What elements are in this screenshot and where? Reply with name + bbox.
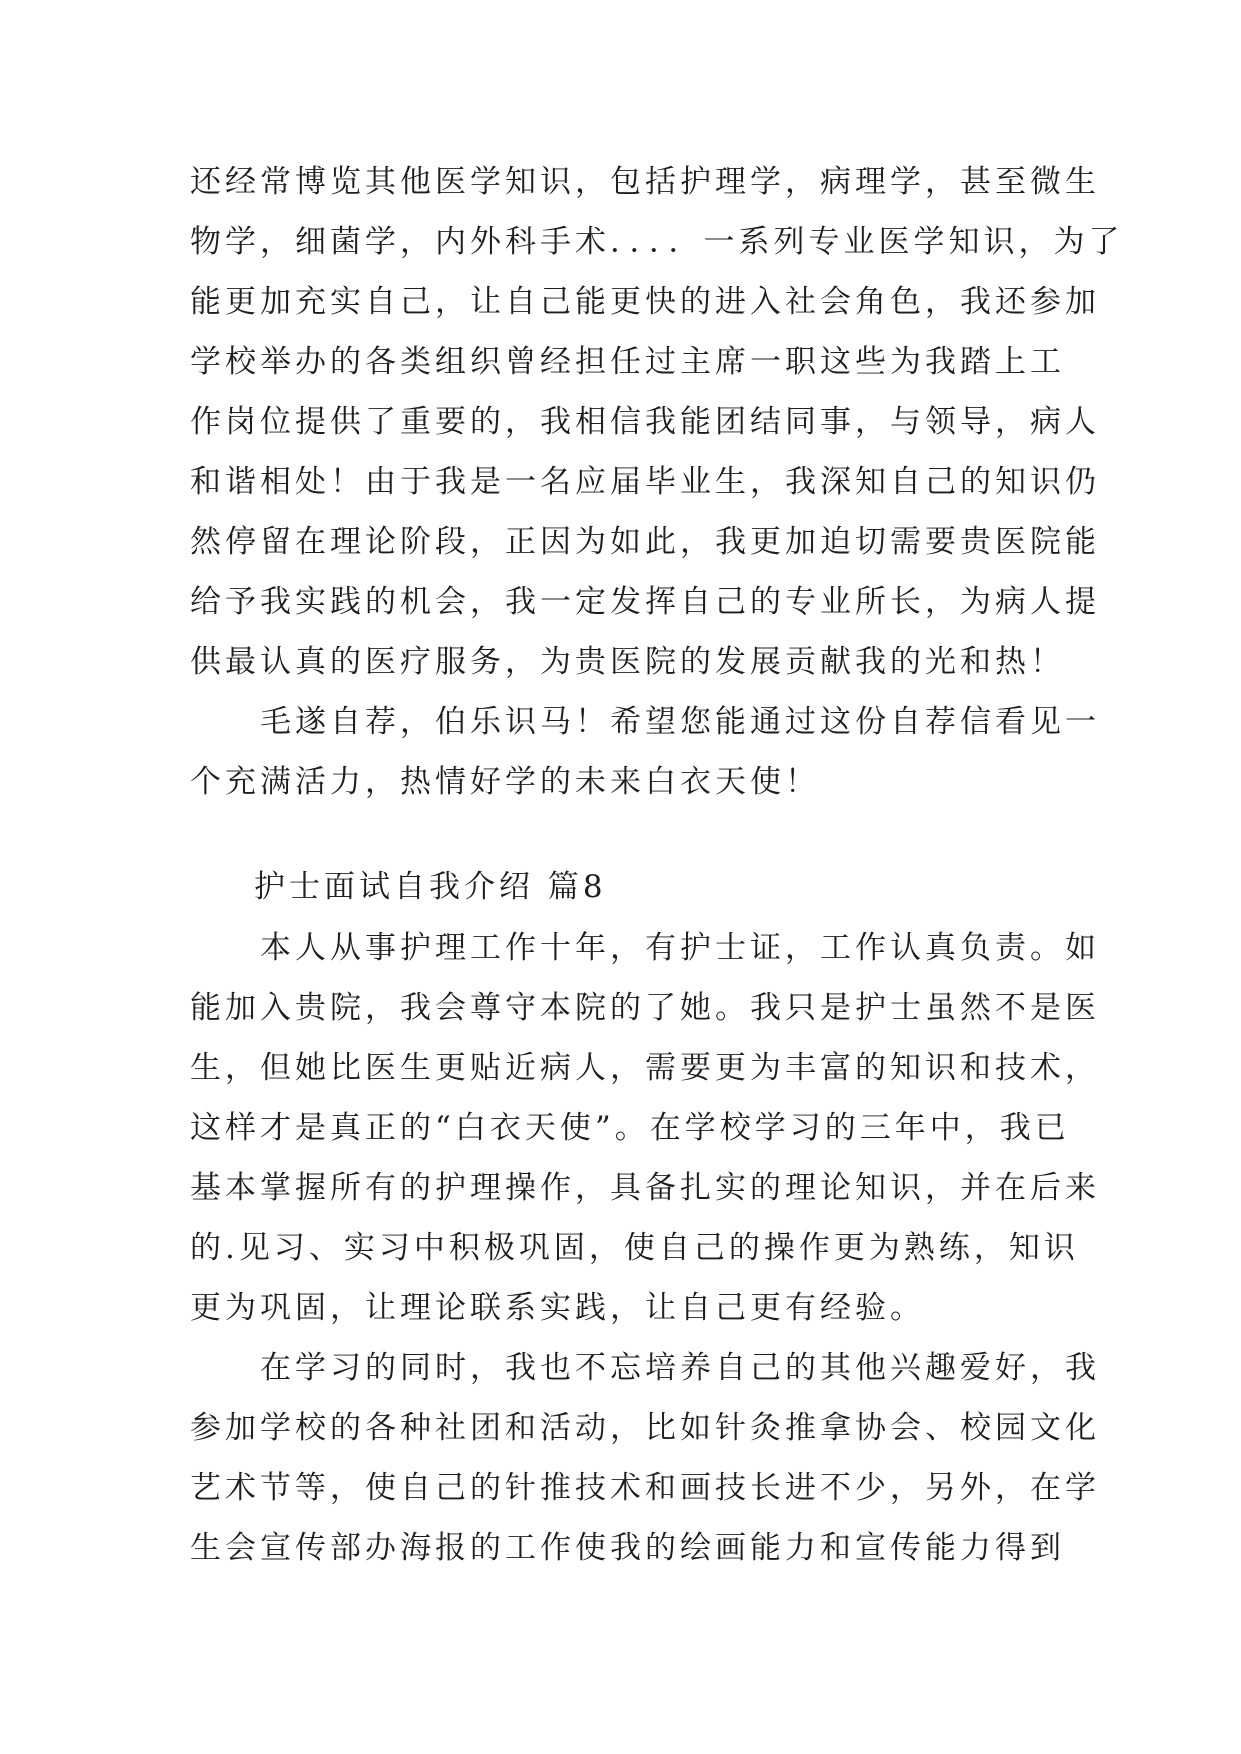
text-line: 本人从事护理工作十年，有护士证，工作认真负责。如 [190,930,1100,966]
text-line: 更为巩固，让理论联系实践，让自己更有经验。 [190,1290,925,1326]
text-line: 和谐相处！由于我是一名应届毕业生，我深知自己的知识仍 [190,464,1100,500]
text-line: 生，但她比医生更贴近病人，需要更为丰富的知识和技术， [190,1050,1100,1086]
text-line: 毛遂自荐，伯乐识马！希望您能通过这份自荐信看见一 [190,704,1100,740]
text-line: 学校举办的各类组织曾经担任过主席一职这些为我踏上工 [190,344,1065,380]
text-line: 生会宣传部办海报的工作使我的绘画能力和宣传能力得到 [190,1530,1065,1566]
text-line: 这样才是真正的“白衣天使”。在学校学习的三年中，我已 [190,1110,1070,1146]
section-heading: 护士面试自我介绍 篇8 [254,869,607,905]
text-line: 物学，细菌学，内外科手术．．．．一系列专业医学知识，为了 [190,224,1124,260]
text-line: 供最认真的医疗服务，为贵医院的发展贡献我的光和热！ [190,644,1065,680]
text-line: 能更加充实自己，让自己能更快的进入社会角色，我还参加 [190,284,1100,320]
paragraph-block-2 [190,918,1100,1578]
text-line: 还经常博览其他医学知识，包括护理学，病理学，甚至微生 [190,164,1100,200]
text-line: 在学习的同时，我也不忘培养自己的其他兴趣爱好，我 [190,1350,1100,1386]
text-line: 基本掌握所有的护理操作，具备扎实的理论知识，并在后来 [190,1170,1100,1206]
text-line: 能加入贵院，我会尊守本院的了她。我只是护士虽然不是医 [190,990,1100,1026]
text-line: 参加学校的各种社团和活动，比如针灸推拿协会、校园文化 [190,1410,1100,1446]
text-line: 给予我实践的机会，我一定发挥自己的专业所长，为病人提 [190,584,1100,620]
paragraph-block-1 [190,152,1124,812]
text-line: 个充满活力，热情好学的未来白衣天使！ [190,764,820,800]
text-line: 作岗位提供了重要的，我相信我能团结同事，与领导，病人 [190,404,1100,440]
text-line: 的.见习、实习中积极巩固，使自己的操作更为熟练，知识 [190,1230,1079,1266]
text-line: 然停留在理论阶段，正因为如此，我更加迫切需要贵医院能 [190,524,1100,560]
text-line: 艺术节等，使自己的针推技术和画技长进不少，另外，在学 [190,1470,1100,1506]
